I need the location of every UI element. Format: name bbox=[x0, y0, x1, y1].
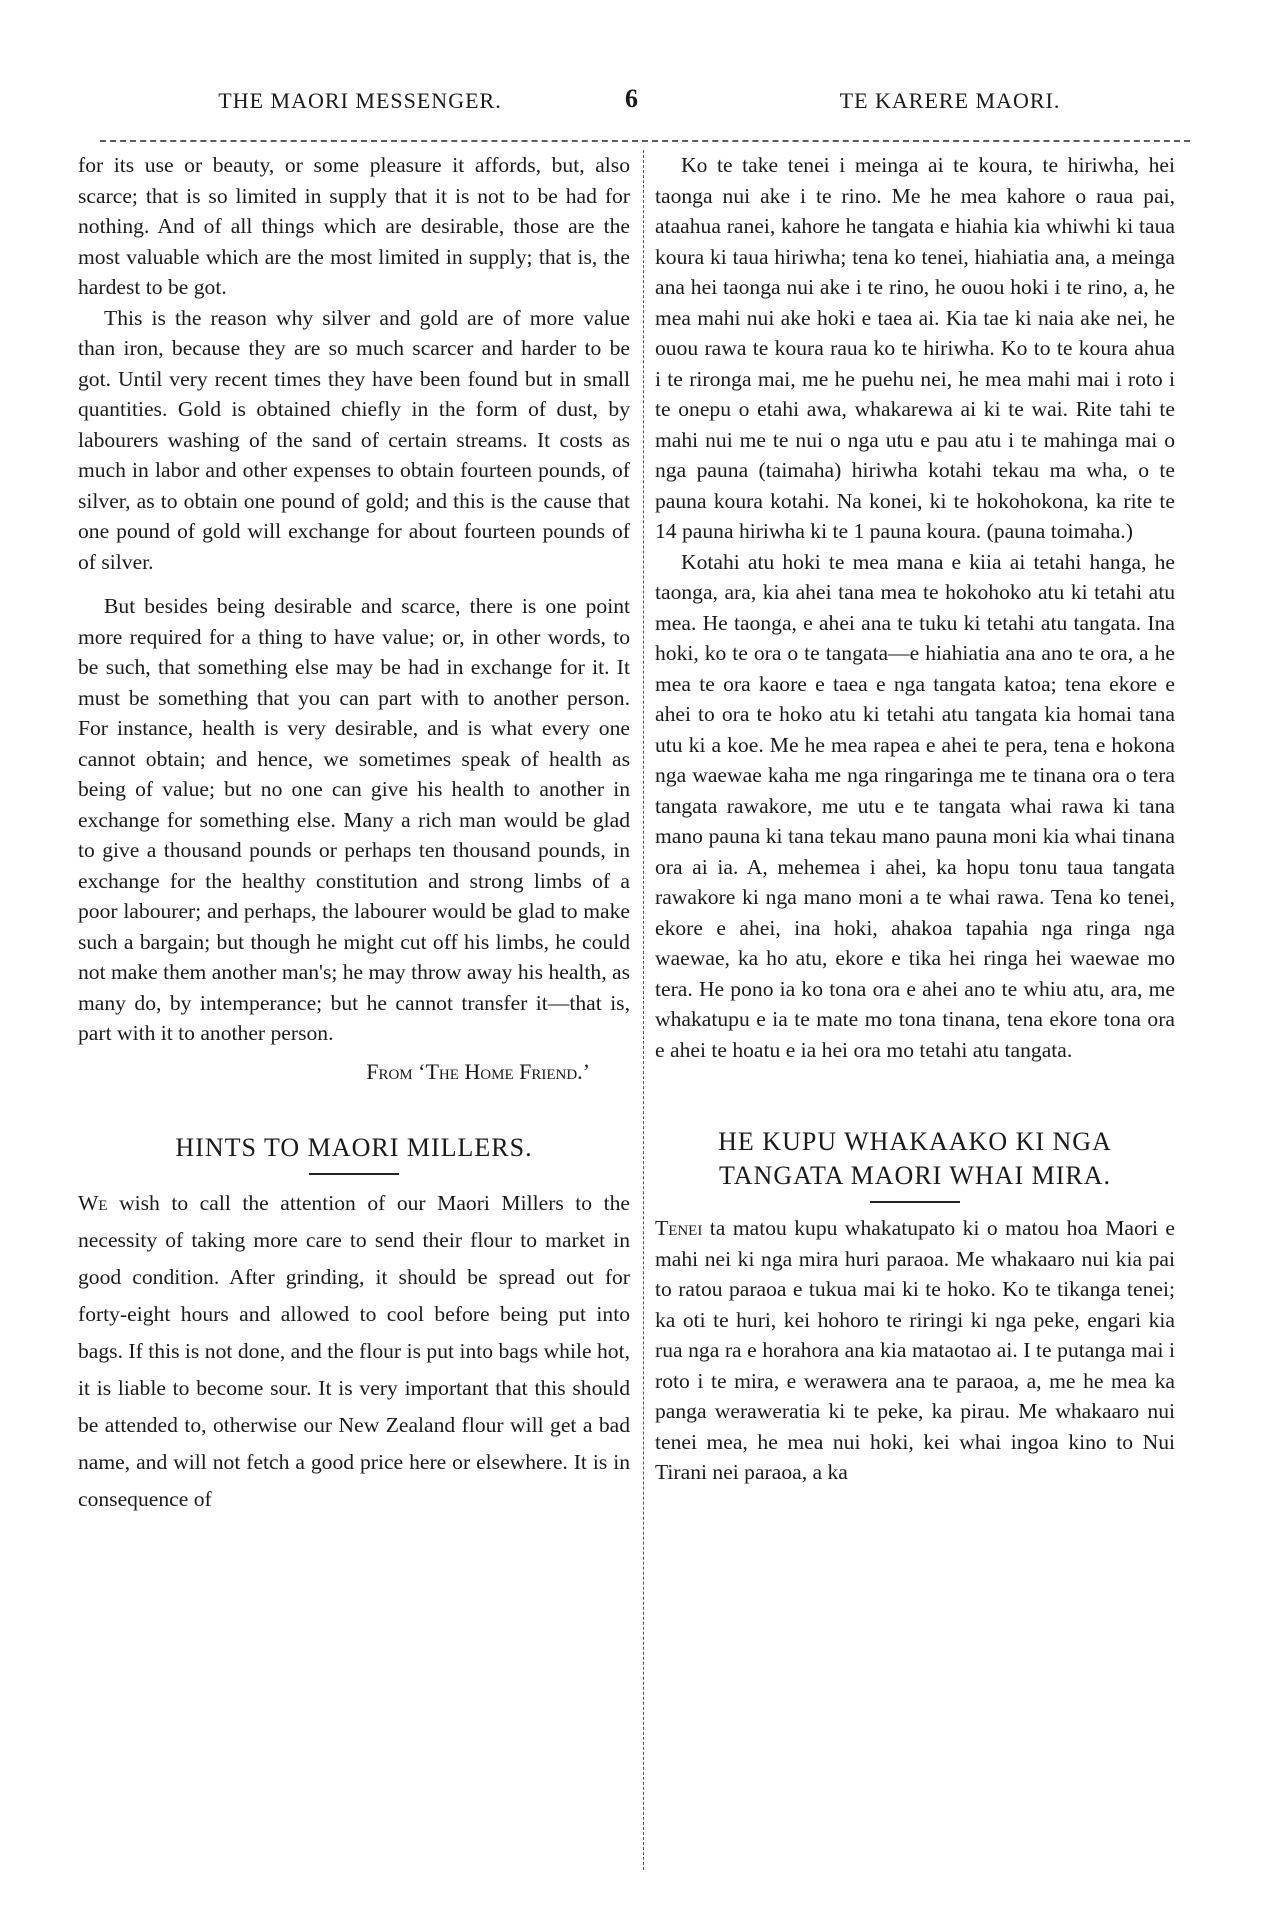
article-paragraph: But besides being desirable and scarce, there is one point more required for a thing to have value; or, in other words, to be such, that something else may be had in exchange for it. It must be something that you can part with to another person. For instance, health is very desirable, and is what every one cannot obtain; and hence, we sometimes speak of health as being of value; but no one can give his health to another in exchange for something else. Many a rich man would be glad to give a thousand pounds or perhaps ten thousand pounds, in exchange for the healthy constitution and strong limbs of a poor labourer; and perhaps, the labourer would be glad to make such a bargain; but though he might cut off his limbs, he could not make them another man's; he may throw away his health, as many do, by intemperance; but he cannot transfer it—that is, part with it to another person. bbox=[78, 594, 630, 1045]
maori-column bbox=[655, 150, 1175, 1488]
article-body-text: wish to call the attention of our Maori Millers to the necessity of taking more care to send their flour to market in good condition. After grinding, it should be spread out for forty-eight hours and allowed to cool before being put into bags. If this is not done, and the flour is put into bags while hot, it is liable to become sour. It is very important that this should be attended to, otherwise our New Zealand flour will get a bad name, and will not fetch a good price here or elsewhere. It is in consequence of bbox=[78, 1191, 630, 1511]
english-masthead-title: THE MAORI MESSENGER. bbox=[218, 88, 502, 113]
page-number: 6 bbox=[625, 84, 638, 113]
article-body-text: ta matou kupu whakatupato ki o matou hoa Maori e mahi nei ki nga mira huri paraoa. Me whakaaro nui kia pai to ratou paraoa e tukua mai ki te hoko. Ko te tikanga tenei; ka oti te huri, kei hohoro te riringi ki nga peke, engari kia rua nga ra e horahora ana kia mataotao ai. I te putanga mai i roto i te mira, e werawera ana te paraoa, a, me he mea ka panga weraweratia ki te peke, ka pirau. Me whakaaro nui tenei mea, he mea nui hoki, kei whai ingoa kino to Nui Tirani nei paraoa, a ka bbox=[655, 1216, 1175, 1484]
heading-rule bbox=[309, 1173, 399, 1175]
article-paragraph: Ko te take tenei i meinga ai te koura, te hiriwha, hei taonga nui ake i te rino. Me he mea kahore o raua pai, ataahua ranei, kahore he tangata e hiahia kia whiwhi ki taua koura ki taua hiriwha; tena ko tenei, hiahiatia ana, a meinga ana hei taonga nui ake i te rino, he ouou hoki i te rino, a, he mea mahi nui ake hoki e taea ai. Kia tae ki naia ake nei, he ouou rawa te koura raua ko te hiriwha. Ko to te koura ahua i te rironga mai, me he puehu nei, he mea mahi mai i roto i te onepu o etahi awa, whakarewa ai ki te wai. Rite tahi te mahi nui me te nui o nga utu e pau atu i te mahinga mai o nga pauna (taimaha) hiriwha kotahi tekau ma wha, o te pauna koura kotahi. Na konei, ki te hokohokona, ka rite te 14 pauna hiriwha ki te 1 pauna koura. (pauna toimaha.) bbox=[655, 153, 1175, 543]
article-heading: HINTS TO MAORI MILLERS. bbox=[175, 1133, 533, 1162]
english-column bbox=[78, 150, 630, 1518]
maori-masthead-title: TE KARERE MAORI. bbox=[839, 88, 1061, 113]
article-paragraph: Kotahi atu hoki te mea mana e kiia ai tetahi hanga, he taonga, ara, kia ahei tana mea te hokohoko atu ki tetahi atu mea. He taonga, e ahei ana te tuku ki tetahi atu tangata. Ina hoki, ko te ora o te tangata—e hiahiatia ana ano te ora, a he mea te ora kaore e taea e nga tangata katoa; tena ekore e ahei to ora te hoko atu ki tetahi atu tangata kia homai tana utu ki a koe. Me he mea rapea e ahei te pera, tena e hokona nga waewae kaha me nga ringaringa me te tinana ora o tera tangata rawakore, me utu e te tangata whai rawa ki tana mano pauna ki tana tekau mano pauna moni kia whai tinana ora ai ia. A, mehemea i ahei, ka hopu tonu taua tangata rawakore ki nga mano moni a te whai rawa. Tena ko tenei, ekore e ahei, ina hoki, ahakoa tapahia nga ringa nga waewae, ka ho atu, ekore e tika hei ringa hei waewae mo tera. He pono ia ko tona ora e ahei ano te whiu atu, ara, me whakatupu e ia te mate mo tona tinana, tena ekore tona ora e ahei te hoatu e ia hei ora mo tetahi atu tangata. bbox=[655, 549, 1175, 1062]
article-paragraph: for its use or beauty, or some pleasure it affords, but, also scarce; that is so limited in supply that it is not to be had for nothing. And of all things which are desirable, those are the most valuable which are the most limited in supply; that is, the hardest to be got. bbox=[78, 153, 630, 299]
article-paragraph bbox=[655, 1213, 1175, 1488]
article-paragraph bbox=[78, 1185, 630, 1518]
article-heading: HE KUPU WHAKAAKO KI NGA TANGATA MAORI WHAI MIRA. bbox=[718, 1127, 1112, 1190]
header-rule bbox=[100, 140, 1190, 142]
lead-word: We bbox=[78, 1191, 108, 1215]
article-paragraph: This is the reason why silver and gold are of more value than iron, because they are so much scarcer and harder to be got. Until very recent times they have been found but in small quantities. Gold is obtained chiefly in the form of dust, by labourers washing of the sand of certain streams. It costs as much in labor and other expenses to obtain fourteen pounds, of silver, as to obtain one pound of gold; and this is the cause that one pound of gold will exchange for about fourteen pounds of of silver. bbox=[78, 305, 630, 574]
lead-word: Tenei bbox=[655, 1216, 703, 1240]
running-head bbox=[0, 84, 1280, 128]
source-attribution: From ‘The Home Friend.’ bbox=[366, 1058, 590, 1084]
column-divider bbox=[643, 150, 644, 1870]
heading-rule bbox=[870, 1201, 960, 1203]
